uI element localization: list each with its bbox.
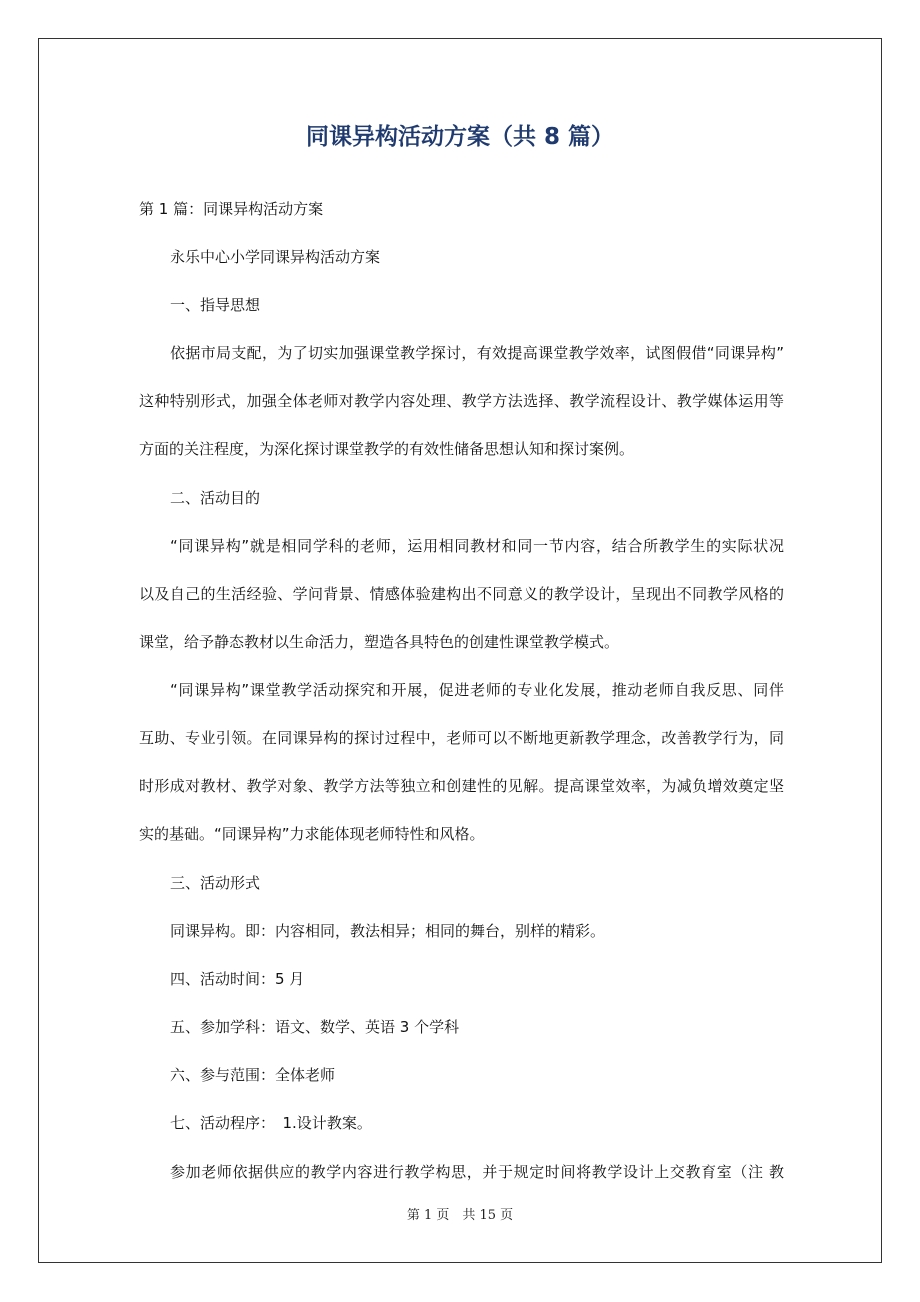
- page-number-footer: 第 1 页 共 15 页: [406, 1208, 514, 1223]
- paragraph-line: 同课异构。即：内容相同，教法相异；相同的舞台，别样的精彩。: [170, 922, 606, 940]
- section-heading: 第 1 篇：同课异构活动方案: [139, 200, 324, 218]
- heading: 二、活动目的: [170, 489, 261, 507]
- paragraph-line: 实的基础。“同课异构”力求能体现老师特性和风格。: [139, 825, 485, 843]
- paragraph-line: 方面的关注程度，为深化探讨课堂教学的有效性储备思想认知和探讨案例。: [139, 440, 635, 458]
- subtitle: 永乐中心小学同课异构活动方案: [170, 248, 381, 266]
- paragraph-line: “同课异构”就是相同学科的老师，运用相同教材和同一节内容，结合所教学生的实际状况: [170, 537, 784, 555]
- paragraph-line: 课堂，给予静态教材以生命活力，塑造各具特色的创建性课堂教学模式。: [139, 633, 620, 651]
- paragraph-line: 时形成对教材、教学对象、教学方法等独立和创建性的见解。提高课堂效率，为减负增效奠定坚: [139, 777, 784, 795]
- paragraph-line: 依据市局支配，为了切实加强课堂教学探讨，有效提高课堂教学效率，试图假借“同课异构”: [170, 344, 784, 362]
- paragraph-line: 互助、专业引领。在同课异构的探讨过程中，老师可以不断地更新教学理念，改善教学行为，同: [139, 729, 784, 747]
- paragraph-line: 四、活动时间：5 月: [170, 970, 305, 988]
- paragraph-line: 五、参加学科：语文、数学、英语 3 个学科: [170, 1018, 460, 1036]
- paragraph-line: 这种特别形式，加强全体老师对教学内容处理、教学方法选择、教学流程设计、教学媒体运用等: [139, 392, 784, 410]
- document-title: 同课异构活动方案（共 8 篇）: [305, 124, 615, 150]
- paragraph-line: 七、活动程序： 1.设计教案。: [170, 1114, 372, 1132]
- paragraph-line: “同课异构”课堂教学活动探究和开展，促进老师的专业化发展，推动老师自我反思、同伴: [170, 681, 784, 699]
- paragraph-line: 参加老师依据供应的教学内容进行教学构思，并于规定时间将教学设计上交教育室（注 教: [170, 1163, 784, 1181]
- heading: 一、指导思想: [170, 296, 261, 314]
- paragraph-line: 以及自己的生活经验、学问背景、情感体验建构出不同意义的教学设计，呈现出不同教学风格的: [139, 585, 784, 603]
- heading: 三、活动形式: [170, 874, 261, 892]
- paragraph-line: 六、参与范围：全体老师: [170, 1066, 336, 1084]
